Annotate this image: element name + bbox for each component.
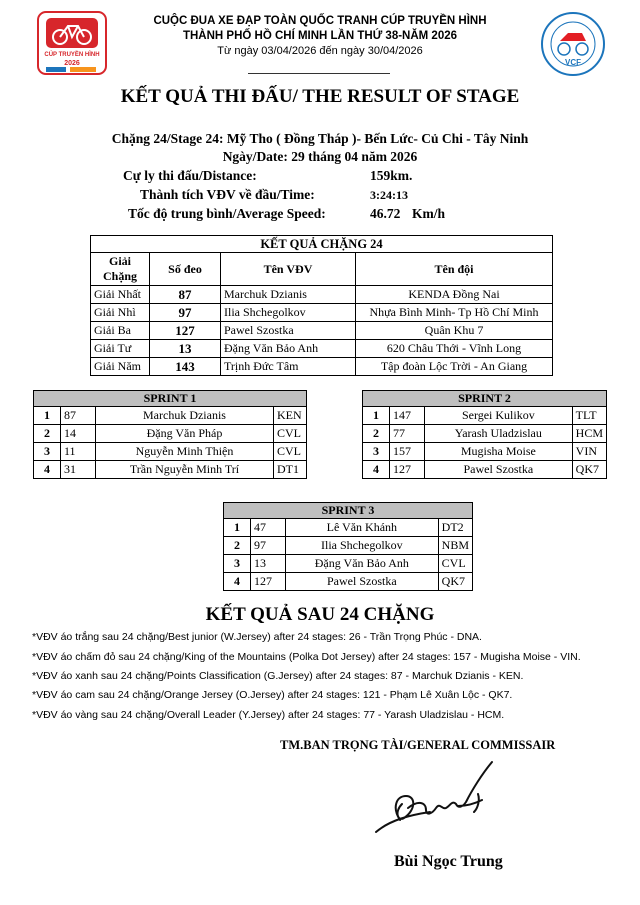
signature (370, 760, 510, 850)
header-team: Tên đội (356, 253, 553, 286)
team-cell: 620 Châu Thới - Vĩnh Long (356, 340, 553, 358)
rider-cell: Pawel Szostka (221, 322, 356, 340)
table-row (34, 407, 307, 425)
team-cell: CVL (274, 443, 307, 461)
speed-unit: Km/h (412, 206, 446, 221)
time-value: 3:24:13 (370, 188, 408, 202)
header-bib: Số đeo (150, 253, 221, 286)
team-cell: QK7 (438, 573, 472, 591)
rank-cell: Giải Nhất (91, 286, 150, 304)
table-row (91, 286, 553, 304)
sprint2-table (362, 390, 607, 479)
bib-cell: 147 (390, 407, 425, 425)
sprint3-table (223, 502, 473, 591)
bib-cell: 31 (61, 461, 96, 479)
rank-cell: Giải Tư (91, 340, 150, 358)
table-row (91, 322, 553, 340)
table-row (91, 304, 553, 322)
team-cell: KENDA Đồng Nai (356, 286, 553, 304)
header-rank: Giải Chặng (91, 253, 150, 286)
bib-cell: 157 (390, 443, 425, 461)
rider-cell: Trần Nguyễn Minh Trí (96, 461, 274, 479)
stage-line: Chặng 24/Stage 24: Mỹ Tho ( Đồng Tháp )- Bến Lức- Củ Chi - Tây Ninh (111, 131, 529, 146)
rider-cell: Ilia Shchegolkov (221, 304, 356, 322)
sprint3-title: SPRINT 3 (224, 503, 473, 519)
bib-cell: 127 (251, 573, 286, 591)
bib-cell: 97 (251, 537, 286, 555)
time-label: Thành tích VĐV về đầu/Time: (140, 187, 315, 202)
table-row (363, 407, 607, 425)
header-rider: Tên VĐV (221, 253, 356, 286)
polka-jersey-line: *VĐV áo chấm đỏ sau 24 chặng/King of the Mountains (Polka Dot Jersey) after 24 stages: 157 - Mugisha Moise - VIN. (32, 651, 581, 663)
bib-cell: 127 (150, 322, 221, 340)
team-cell: VIN (572, 443, 606, 461)
header-dates: Từ ngày 03/04/2026 đến ngày 30/04/2026 (217, 45, 423, 57)
sprint1-title: SPRINT 1 (34, 391, 307, 407)
sprint1-table (33, 390, 307, 479)
team-cell: QK7 (572, 461, 606, 479)
bib-cell: 87 (150, 286, 221, 304)
rank-cell: Giải Nhì (91, 304, 150, 322)
commissaire-name: Bùi Ngọc Trung (394, 853, 503, 870)
rider-cell: Marchuk Dzianis (96, 407, 274, 425)
table-row (91, 358, 553, 376)
pos-cell: 2 (34, 425, 61, 443)
pos-cell: 2 (363, 425, 390, 443)
team-cell: NBM (438, 537, 472, 555)
pos-cell: 1 (224, 519, 251, 537)
table-row (91, 340, 553, 358)
green-jersey-line: *VĐV áo xanh sau 24 chặng/Points Classification (G.Jersey) after 24 stages: 87 - Marchuk Dzianis - KEN. (32, 670, 524, 682)
table-row (224, 519, 473, 537)
stage-date: Ngày/Date: 29 tháng 04 năm 2026 (222, 149, 418, 164)
rider-cell: Đặng Văn Pháp (96, 425, 274, 443)
table-row (34, 425, 307, 443)
distance-value: 159km. (370, 168, 413, 183)
bib-cell: 11 (61, 443, 96, 461)
rider-cell: Đặng Văn Bảo Anh (286, 555, 439, 573)
bib-cell: 127 (390, 461, 425, 479)
pos-cell: 1 (363, 407, 390, 425)
bib-cell: 77 (390, 425, 425, 443)
rider-cell: Yarash Uladzislau (425, 425, 573, 443)
team-cell: Nhựa Bình Minh- Tp Hồ Chí Minh (356, 304, 553, 322)
orange-jersey-line: *VĐV áo cam sau 24 chặng/Orange Jersey (O.Jersey) after 24 stages: 121 - Phạm Lê Xuân Lộc - QK7. (32, 689, 513, 701)
race-logo-year: 2026 (64, 60, 80, 67)
header-line2: THÀNH PHỐ HỒ CHÍ MINH LẦN THỨ 38-NĂM 2026 (182, 30, 458, 42)
pos-cell: 3 (363, 443, 390, 461)
rider-cell: Trịnh Đức Tâm (221, 358, 356, 376)
team-cell: HCM (572, 425, 606, 443)
yellow-jersey-line: *VĐV áo vàng sau 24 chặng/Overall Leader (Y.Jersey) after 24 stages: 77 - Yarash Uladzislau - HCM. (32, 709, 505, 721)
rider-cell: Mugisha Moise (425, 443, 573, 461)
pos-cell: 2 (224, 537, 251, 555)
bib-cell: 13 (150, 340, 221, 358)
header-divider (248, 73, 390, 74)
vcf-logo-text: VCF (565, 58, 581, 67)
rider-cell: Sergei Kulikov (425, 407, 573, 425)
table-row (34, 461, 307, 479)
pos-cell: 3 (224, 555, 251, 573)
rider-cell: Ilia Shchegolkov (286, 537, 439, 555)
table-row (363, 425, 607, 443)
team-cell: CVL (274, 425, 307, 443)
rank-cell: Giải Năm (91, 358, 150, 376)
rider-cell: Pawel Szostka (286, 573, 439, 591)
speed-label: Tốc độ trung bình/Average Speed: (128, 206, 326, 221)
stage-results-table (90, 235, 553, 376)
pos-cell: 1 (34, 407, 61, 425)
bib-cell: 87 (61, 407, 96, 425)
white-jersey-line: *VĐV áo trắng sau 24 chặng/Best junior (W.Jersey) after 24 stages: 26 - Trần Trọng Phúc - DNA. (32, 631, 482, 643)
team-cell: KEN (274, 407, 307, 425)
rider-cell: Đặng Văn Bảo Anh (221, 340, 356, 358)
bib-cell: 13 (251, 555, 286, 573)
table-row (34, 443, 307, 461)
bib-cell: 47 (251, 519, 286, 537)
pos-cell: 3 (34, 443, 61, 461)
bib-cell: 14 (61, 425, 96, 443)
rider-cell: Nguyễn Minh Thiện (96, 443, 274, 461)
page-title: KẾT QUẢ THI ĐẤU/ THE RESULT OF STAGE (120, 86, 520, 107)
pos-cell: 4 (34, 461, 61, 479)
rider-cell: Lê Văn Khánh (286, 519, 439, 537)
bib-cell: 143 (150, 358, 221, 376)
table-row (363, 443, 607, 461)
team-cell: CVL (438, 555, 472, 573)
race-logo-text: CÚP TRUYỀN HÌNH (44, 52, 100, 58)
pos-cell: 4 (363, 461, 390, 479)
team-cell: DT1 (274, 461, 307, 479)
rider-cell: Pawel Szostka (425, 461, 573, 479)
team-cell: Tập đoàn Lộc Trời - An Giang (356, 358, 553, 376)
table-row (363, 461, 607, 479)
commissaire-title: TM.BAN TRỌNG TÀI/GENERAL COMMISSAIR (280, 738, 556, 752)
stage-results-title: KẾT QUẢ CHẶNG 24 (91, 236, 553, 253)
bib-cell: 97 (150, 304, 221, 322)
table-row (224, 573, 473, 591)
team-cell: DT2 (438, 519, 472, 537)
team-cell: Quân Khu 7 (356, 322, 553, 340)
sprint2-title: SPRINT 2 (363, 391, 607, 407)
pos-cell: 4 (224, 573, 251, 591)
overall-title: KẾT QUẢ SAU 24 CHẶNG (205, 604, 435, 625)
speed-value: 46.72 (370, 206, 401, 221)
distance-label: Cự ly thi đấu/Distance: (123, 168, 257, 183)
rank-cell: Giải Ba (91, 322, 150, 340)
header-line1: CUỘC ĐUA XE ĐẠP TOÀN QUỐC TRANH CÚP TRUYỀN HÌNH (153, 15, 487, 27)
table-row (224, 537, 473, 555)
table-row (224, 555, 473, 573)
rider-cell: Marchuk Dzianis (221, 286, 356, 304)
team-cell: TLT (572, 407, 606, 425)
